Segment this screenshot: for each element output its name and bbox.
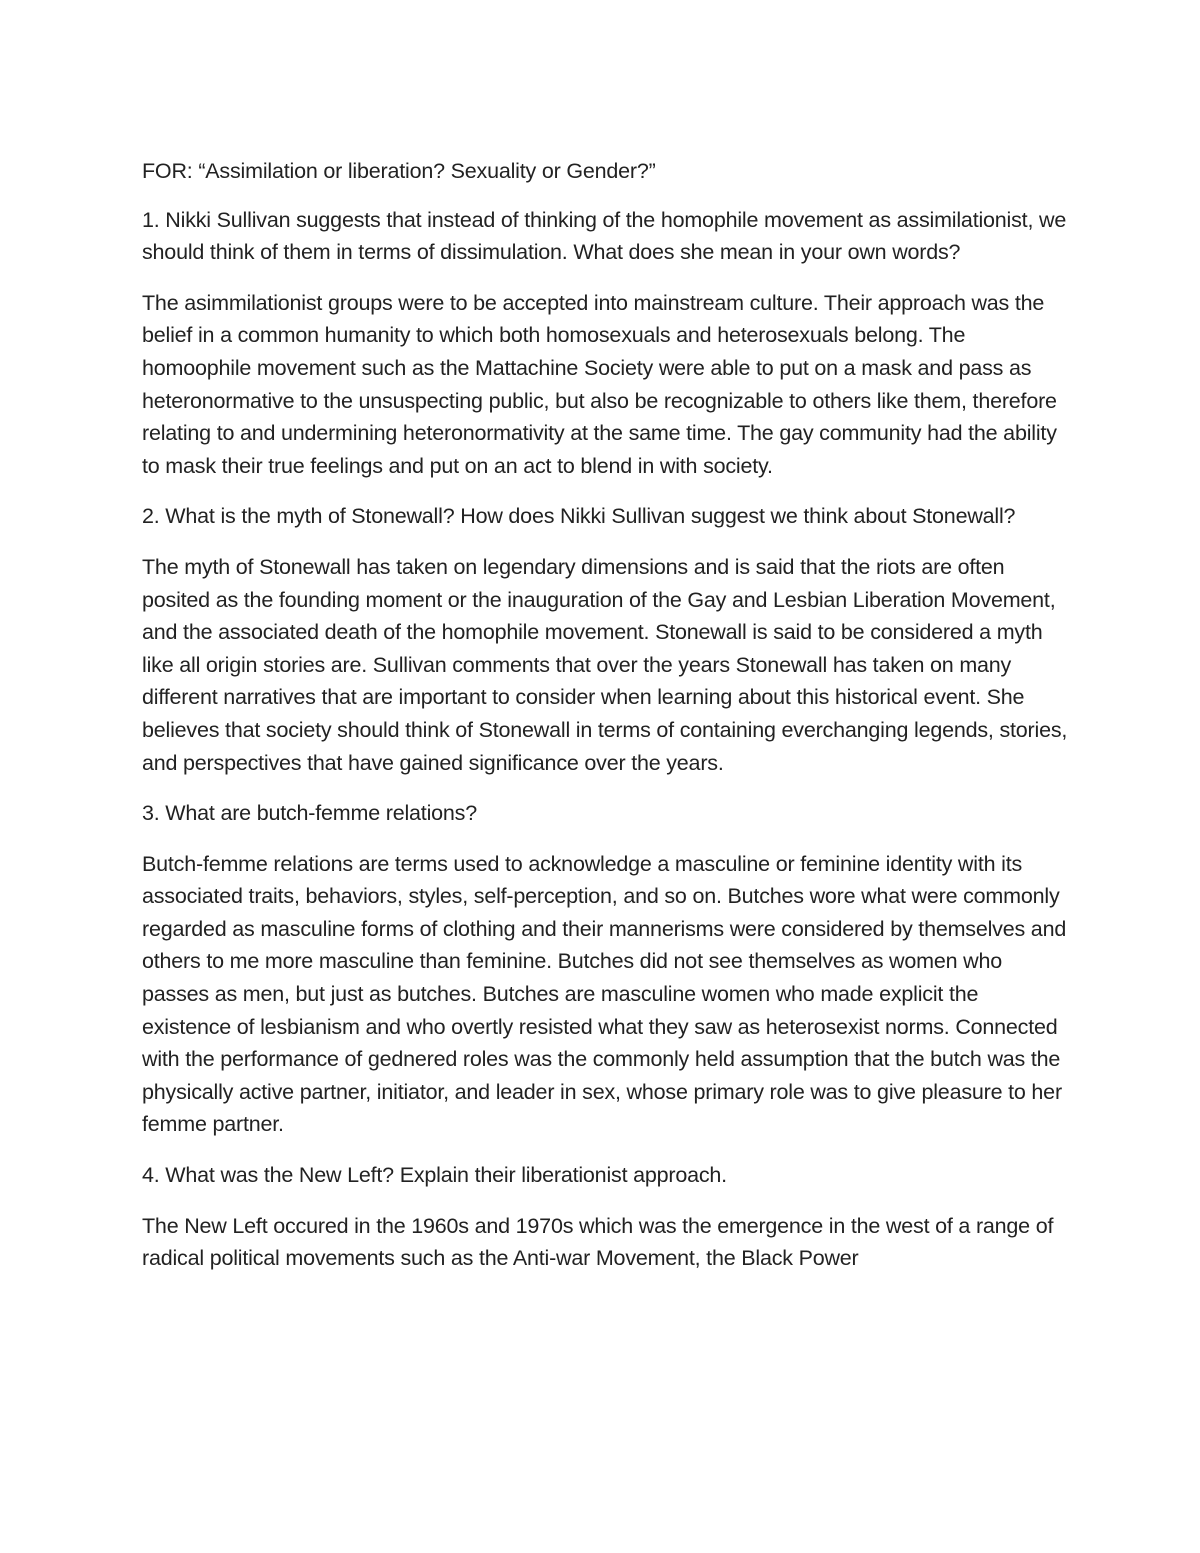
answer-1: The asimmilationist groups were to be accepted into mainstream culture. Their approach was the belief in a common humanity to which both homosexuals and heterosexuals belong. The homoophile movement such as the Mattachine Society were able to put on a mask and pass as heteronormative to the unsuspecting public, but also be recognizable to others like them, therefore relating to and undermining heteronormativity at the same time. The gay community had the ability to mask their true feelings and put on an act to blend in with society. (142, 290, 1057, 478)
answer-2: The myth of Stonewall has taken on legendary dimensions and is said that the riots are often posited as the founding moment or the inauguration of the Gay and Lesbian Liberation Movement, and the associated death of the homophile movement. Stonewall is said to be considered a myth like all origin stories are. Sullivan comments that over the years Stonewall has taken on many different narratives that are important to consider when learning about this historical event. She believes that society should think of Stonewall in terms of containing everchanging legends, stories, and perspectives that have gained significance over the years. (142, 554, 1068, 775)
answer-4: The New Left occured in the 1960s and 1970s which was the emergence in the west of a range of radical political movements such as the Anti-war Movement, the Black Power (142, 1213, 1054, 1271)
answer-3: Butch-femme relations are terms used to acknowledge a masculine or feminine identity with its associated traits, behaviors, styles, self-perception, and so on. Butches wore what were commonly regarded as masculine forms of clothing and their mannerisms were considered by themselves and others to me more masculine than feminine. Butches did not see themselves as women who passes as men, but just as butches. Butches are masculine women who made explicit the existence of lesbianism and who overtly resisted what they saw as heterosexist norms. Connected with the performance of gednered roles was the commonly held assumption that the butch was the physically active partner, initiator, and leader in sex, whose primary role was to give pleasure to her femme partner. (142, 851, 1067, 1137)
document-heading: FOR: “Assimilation or liberation? Sexuality or Gender?” (142, 159, 656, 183)
document-page (142, 155, 1072, 1293)
question-4: 4. What was the New Left? Explain their liberationist approach. (142, 1163, 727, 1188)
question-1: 1. Nikki Sullivan suggests that instead of thinking of the homophile movement as assimilationist, we should think of them in terms of dissimulation. What does she mean in your own words? (142, 207, 1067, 265)
question-3: 3. What are butch-femme relations? (142, 801, 477, 826)
question-2: 2. What is the myth of Stonewall? How does Nikki Sullivan suggest we think about Stonewall? (142, 504, 1016, 529)
